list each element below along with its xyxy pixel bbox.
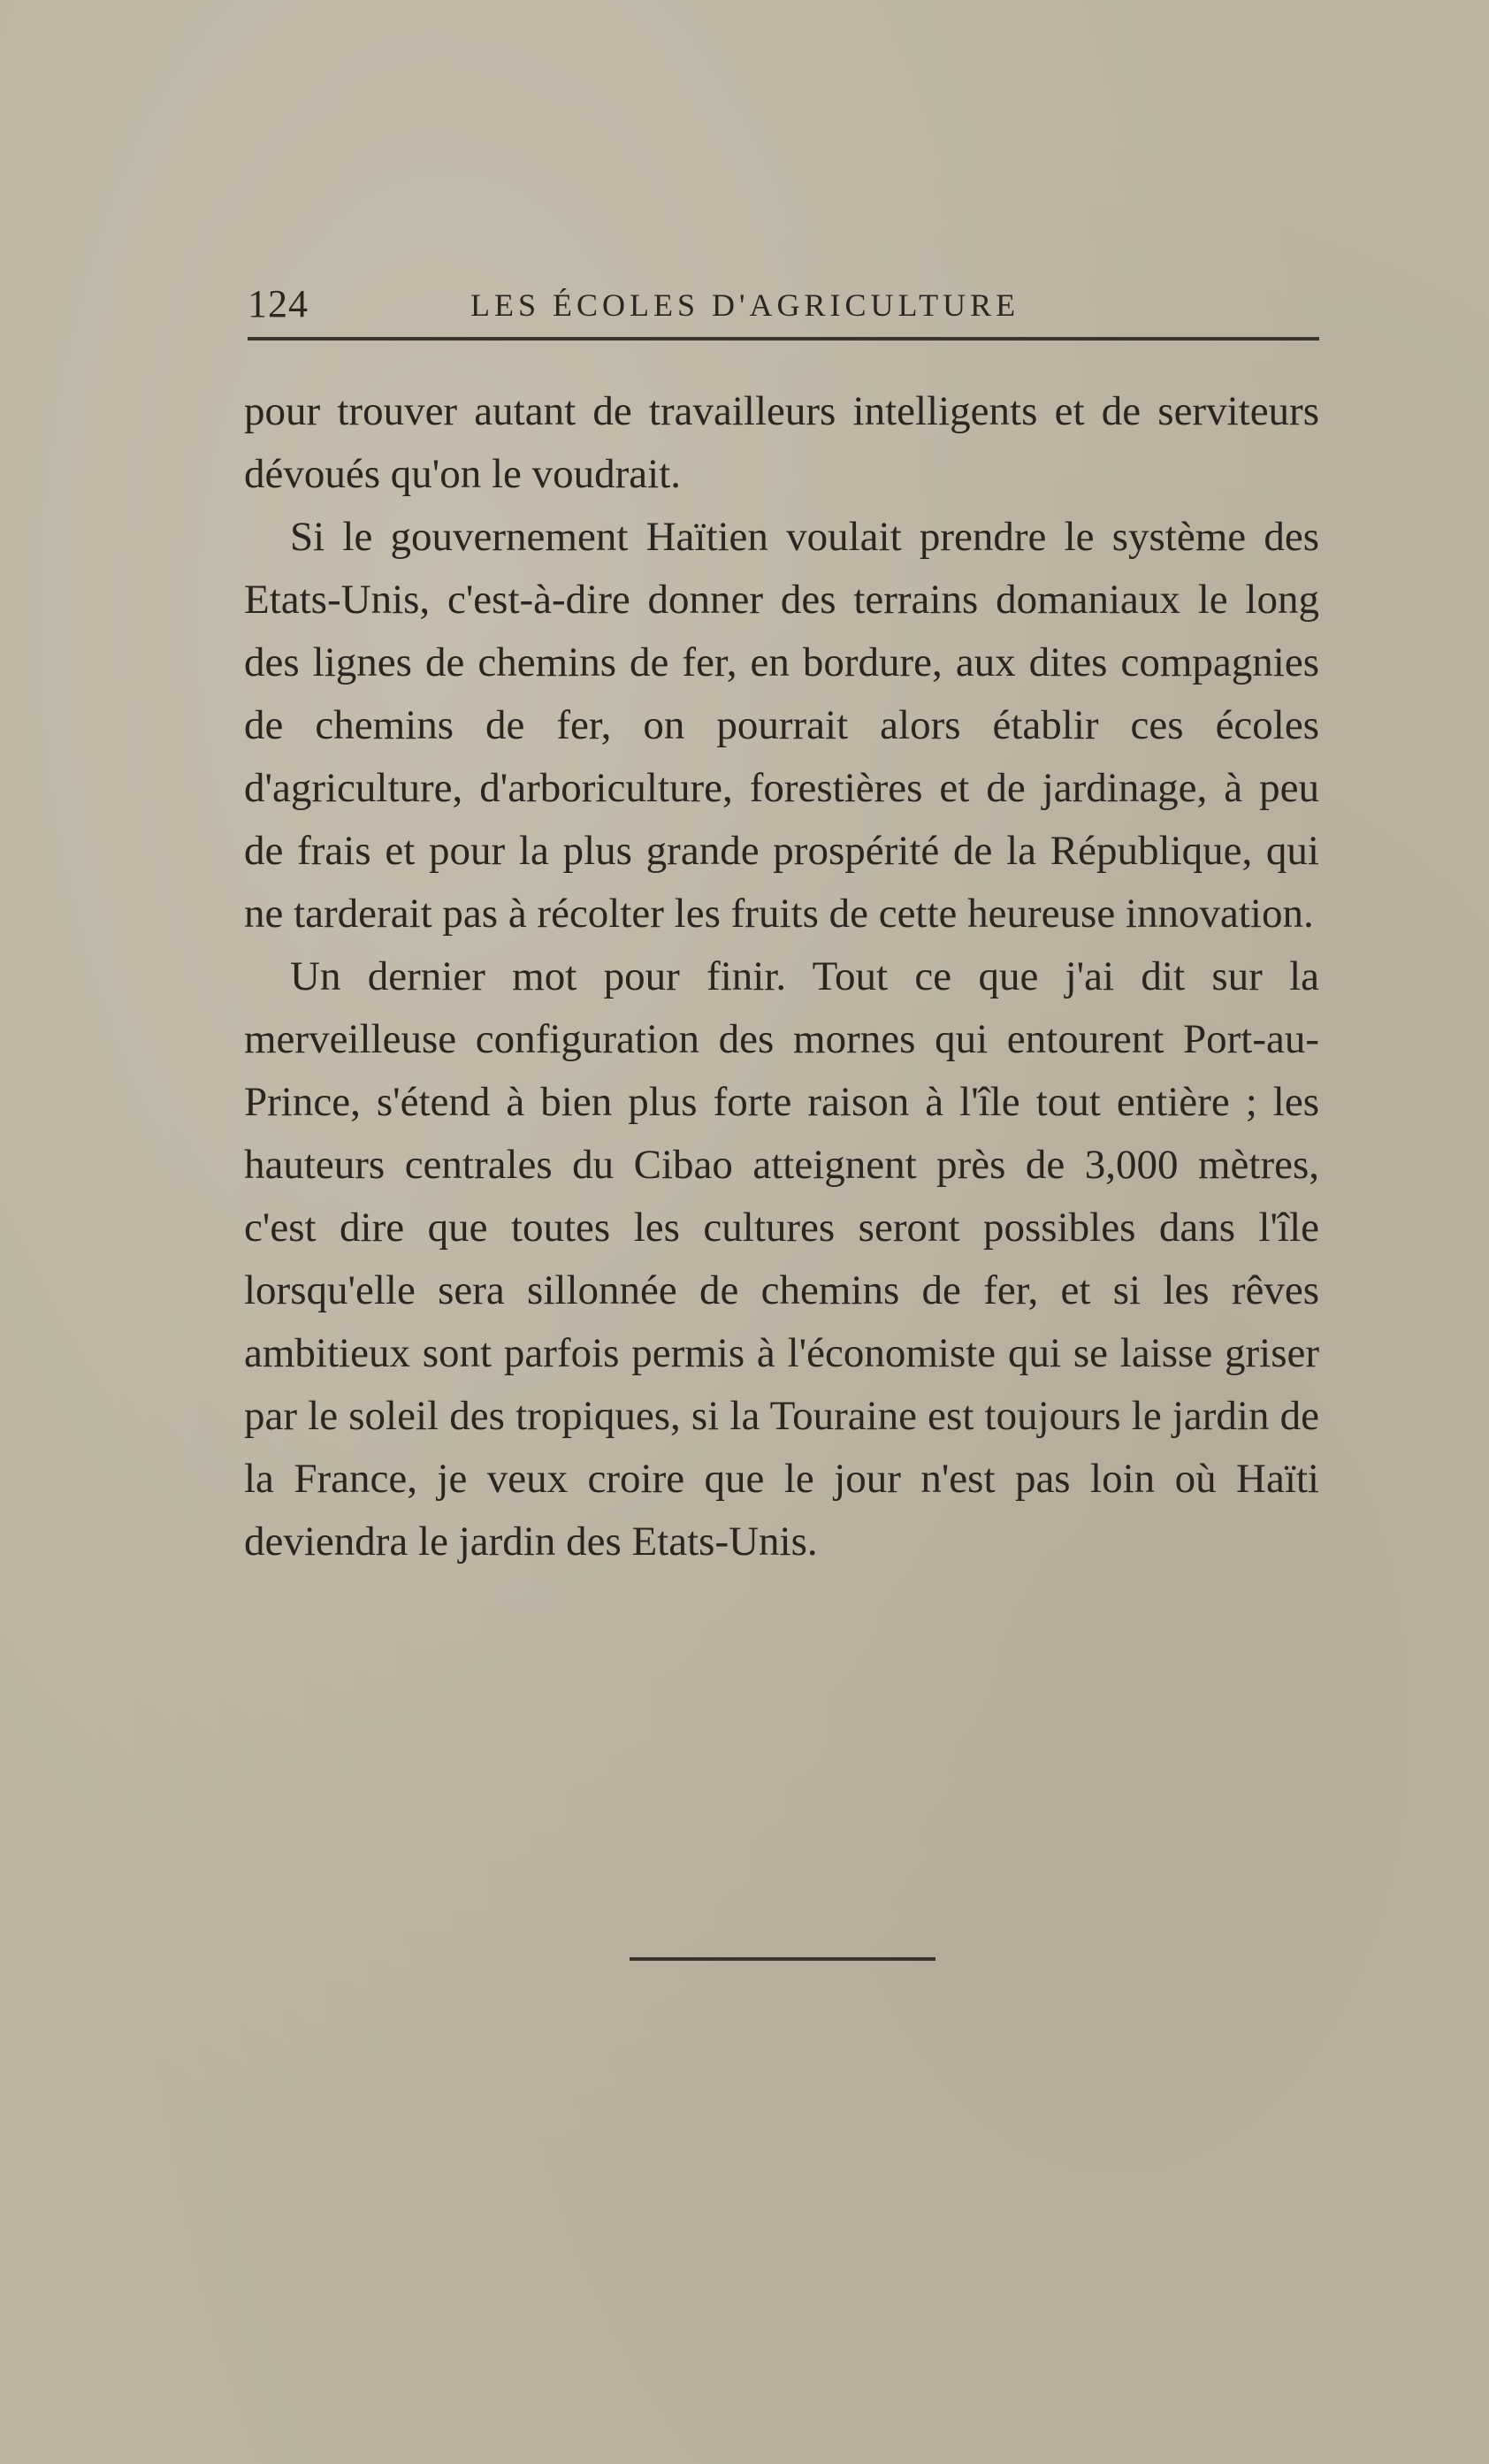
header-rule [248, 337, 1319, 341]
paragraph-conclusion: Un dernier mot pour finir. Tout ce que j'ai dit sur la merveilleuse configuration des mornes qui entourent Port-au-Prince, s'étend à bien plus forte raison à l'île tout entière ; les hauteurs centrales du Cibao atteignent près de 3,000 mètres, c'est dire que toutes les cultures seront possibles dans l'île lorsqu'elle sera sillonnée de chemins de fer, et si les rêves ambitieux sont parfois permis à l'économiste qui se laisse griser par le soleil des tropiques, si la Touraine est toujours le jardin de la France, je veux croire que le jour n'est pas loin où Haïti deviendra le jardin des Etats-Unis. [244, 953, 1319, 1565]
page-number: 124 [248, 282, 309, 325]
paragraph-railway-lands: Si le gouvernement Haïtien voulait prendre le système des Etats-Unis, c'est-à-dire donner des terrains domaniaux le long des lignes de chemins de fer, en bordure, aux dites compagnies de chemins de fer, on pourrait alors établir ces écoles d'agriculture, d'arboriculture, forestières et de jardinage, à peu de frais et pour la plus grande prospérité de la République, qui ne tarderait pas à récolter les fruits de cette heureuse innovation. [244, 514, 1319, 937]
end-rule [630, 1957, 935, 1961]
body-text [244, 380, 1319, 1573]
running-title: LES ÉCOLES D'AGRICULTURE [470, 287, 1020, 323]
page-header [248, 281, 1319, 334]
paragraph-continuation: pour trouver autant de travailleurs intelligents et de serviteurs dévoués qu'on le voudrait. [244, 388, 1319, 497]
